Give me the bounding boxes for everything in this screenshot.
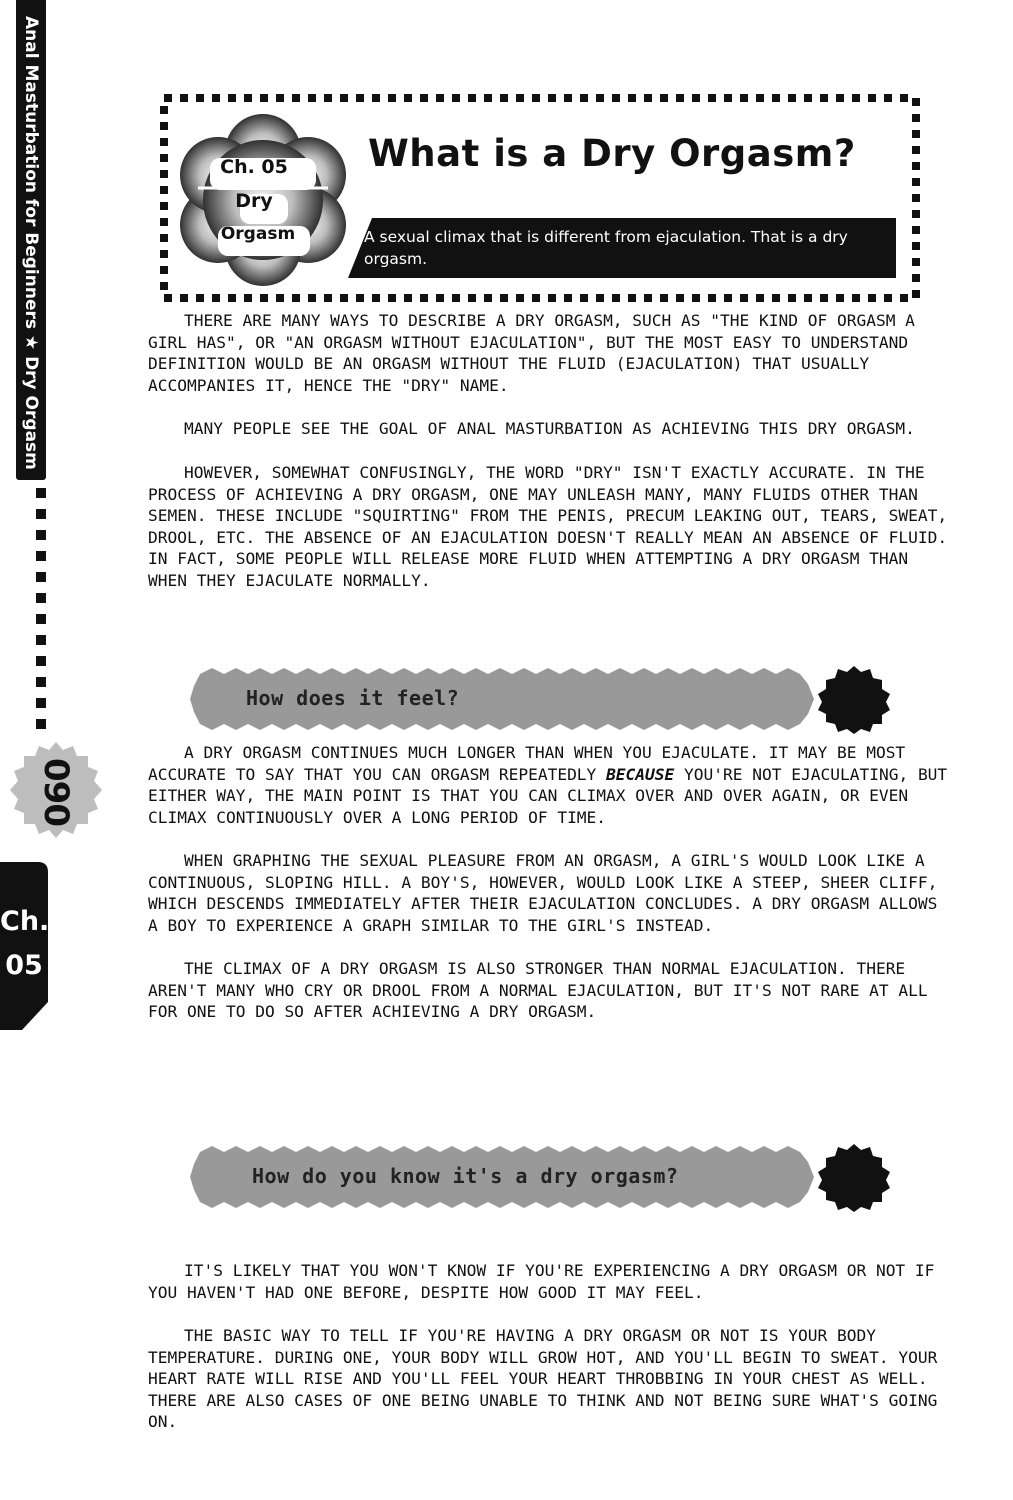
- running-title-bar: [16, 0, 46, 480]
- section1-p1-text-a: A DRY ORGASM CONTINUES MUCH LONGER THAN WHEN YOU EJACULATE. IT MAY BE MOST ACCURATE TO SAY THAT YOU CAN ORGASM REPEATEDLY: [148, 743, 906, 784]
- chapter-tab-label: Ch. 05: [0, 906, 50, 981]
- section1-paragraph-2: WHEN GRAPHING THE SEXUAL PLEASURE FROM AN ORGASM, A GIRL'S WOULD LOOK LIKE A CONTINUOUS, SLOPING HILL. A BOY'S, HOWEVER, WOULD LOOK LIKE A STEEP, SHEER CLIFF, WHICH DESCENDS IMMEDIATELY AFTER THEIR EJACULATION CONCLUDES. A DRY ORGASM ALLOWS A BOY TO EXPERIENCE A GRAPH SIMILAR TO THE GIRL'S INSTEAD.: [148, 851, 938, 935]
- section2-paragraph-1: IT'S LIKELY THAT YOU WON'T KNOW IF YOU'RE EXPERIENCING A DRY ORGASM OR NOT IF YOU HAVEN'T HAD ONE BEFORE, DESPITE HOW GOOD IT MAY FEEL.: [148, 1261, 935, 1302]
- intro-paragraph-1: THERE ARE MANY WAYS TO DESCRIBE A DRY ORGASM, SUCH AS "THE KIND OF ORGASM A GIRL HAS", OR "AN ORGASM WITHOUT EJACULATION", BUT THE MOST EASY TO UNDERSTAND DEFINITION WOULD BE AN ORGASM WITHOUT THE FLUID (EJACULATION) THAT USUALLY ACCOMPANIES IT, HENCE THE "DRY" NAME.: [148, 311, 915, 395]
- subtitle: A sexual climax that is different from ejaculation. That is a dry orgasm.: [364, 228, 848, 268]
- section1-paragraph-3: THE CLIMAX OF A DRY ORGASM IS ALSO STRONGER THAN NORMAL EJACULATION. THERE AREN'T MANY WHO CRY OR DROOL FROM A NORMAL EJACULATION, BUT IT'S NOT RARE AT ALL FOR ONE TO DO SO AFTER ACHIEVING A DRY ORGASM.: [148, 959, 928, 1022]
- badge-topic-line2: Orgasm: [220, 224, 296, 244]
- badge-topic-line1: Dry: [235, 190, 273, 212]
- intro-paragraph-2: MANY PEOPLE SEE THE GOAL OF ANAL MASTURBATION AS ACHIEVING THIS DRY ORGASM.: [184, 419, 915, 438]
- side-dot-column: [36, 488, 46, 729]
- section1-paragraph-1: [148, 742, 948, 828]
- page-title: What is a Dry Orgasm?: [368, 132, 856, 175]
- section1-p1-text-b: YOU'RE NOT EJACULATING, BUT EITHER WAY, THE MAIN POINT IS THAT YOU CAN CLIMAX OVER AND OVER AGAIN, OR EVEN CLIMAX CONTINUOUSLY OVER A LONG PERIOD OF TIME.: [148, 764, 948, 827]
- section-heading-1: How does it feel?: [246, 686, 460, 710]
- badge-chapter: Ch. 05: [220, 156, 288, 178]
- section2-paragraph-2: THE BASIC WAY TO TELL IF YOU'RE HAVING A DRY ORGASM OR NOT IS YOUR BODY TEMPERATURE. DURING ONE, YOUR BODY WILL GROW HOT, AND YOU'LL BEGIN TO SWEAT. YOUR HEART RATE WILL RISE AND YOU'LL FEEL YOUR HEART THROBBING IN YOUR CHEST AS WELL. THERE ARE ALSO CASES OF ONE BEING UNABLE TO THINK AND NOT BEING SURE WHAT'S GOING ON.: [148, 1326, 938, 1432]
- intro-paragraph-3: HOWEVER, SOMEWHAT CONFUSINGLY, THE WORD "DRY" ISN'T EXACTLY ACCURATE. IN THE PROCESS OF ACHIEVING A DRY ORGASM, ONE MAY UNLEASH MANY, MANY FLUIDS OTHER THAN SEMEN. THESE INCLUDE "SQUIRTING" FROM THE PENIS, PRECUM LEAKING OUT, TEARS, SWEAT, DROOL, ETC. THE ABSENCE OF AN EJACULATION DOESN'T REALLY MEAN AN ABSENCE OF FLUID. IN FACT, SOME PEOPLE WILL RELEASE MORE FLUID WHEN ATTEMPTING A DRY ORGASM THAN WHEN THEY EJACULATE NORMALLY.: [148, 463, 948, 590]
- running-title: Anal Masturbation for Beginners ★ Dry Orgasm: [21, 16, 41, 470]
- section1-p1-emphasis: BECAUSE: [606, 764, 675, 784]
- page-number: 090: [36, 758, 76, 826]
- section-heading-2: How do you know it's a dry orgasm?: [252, 1164, 679, 1188]
